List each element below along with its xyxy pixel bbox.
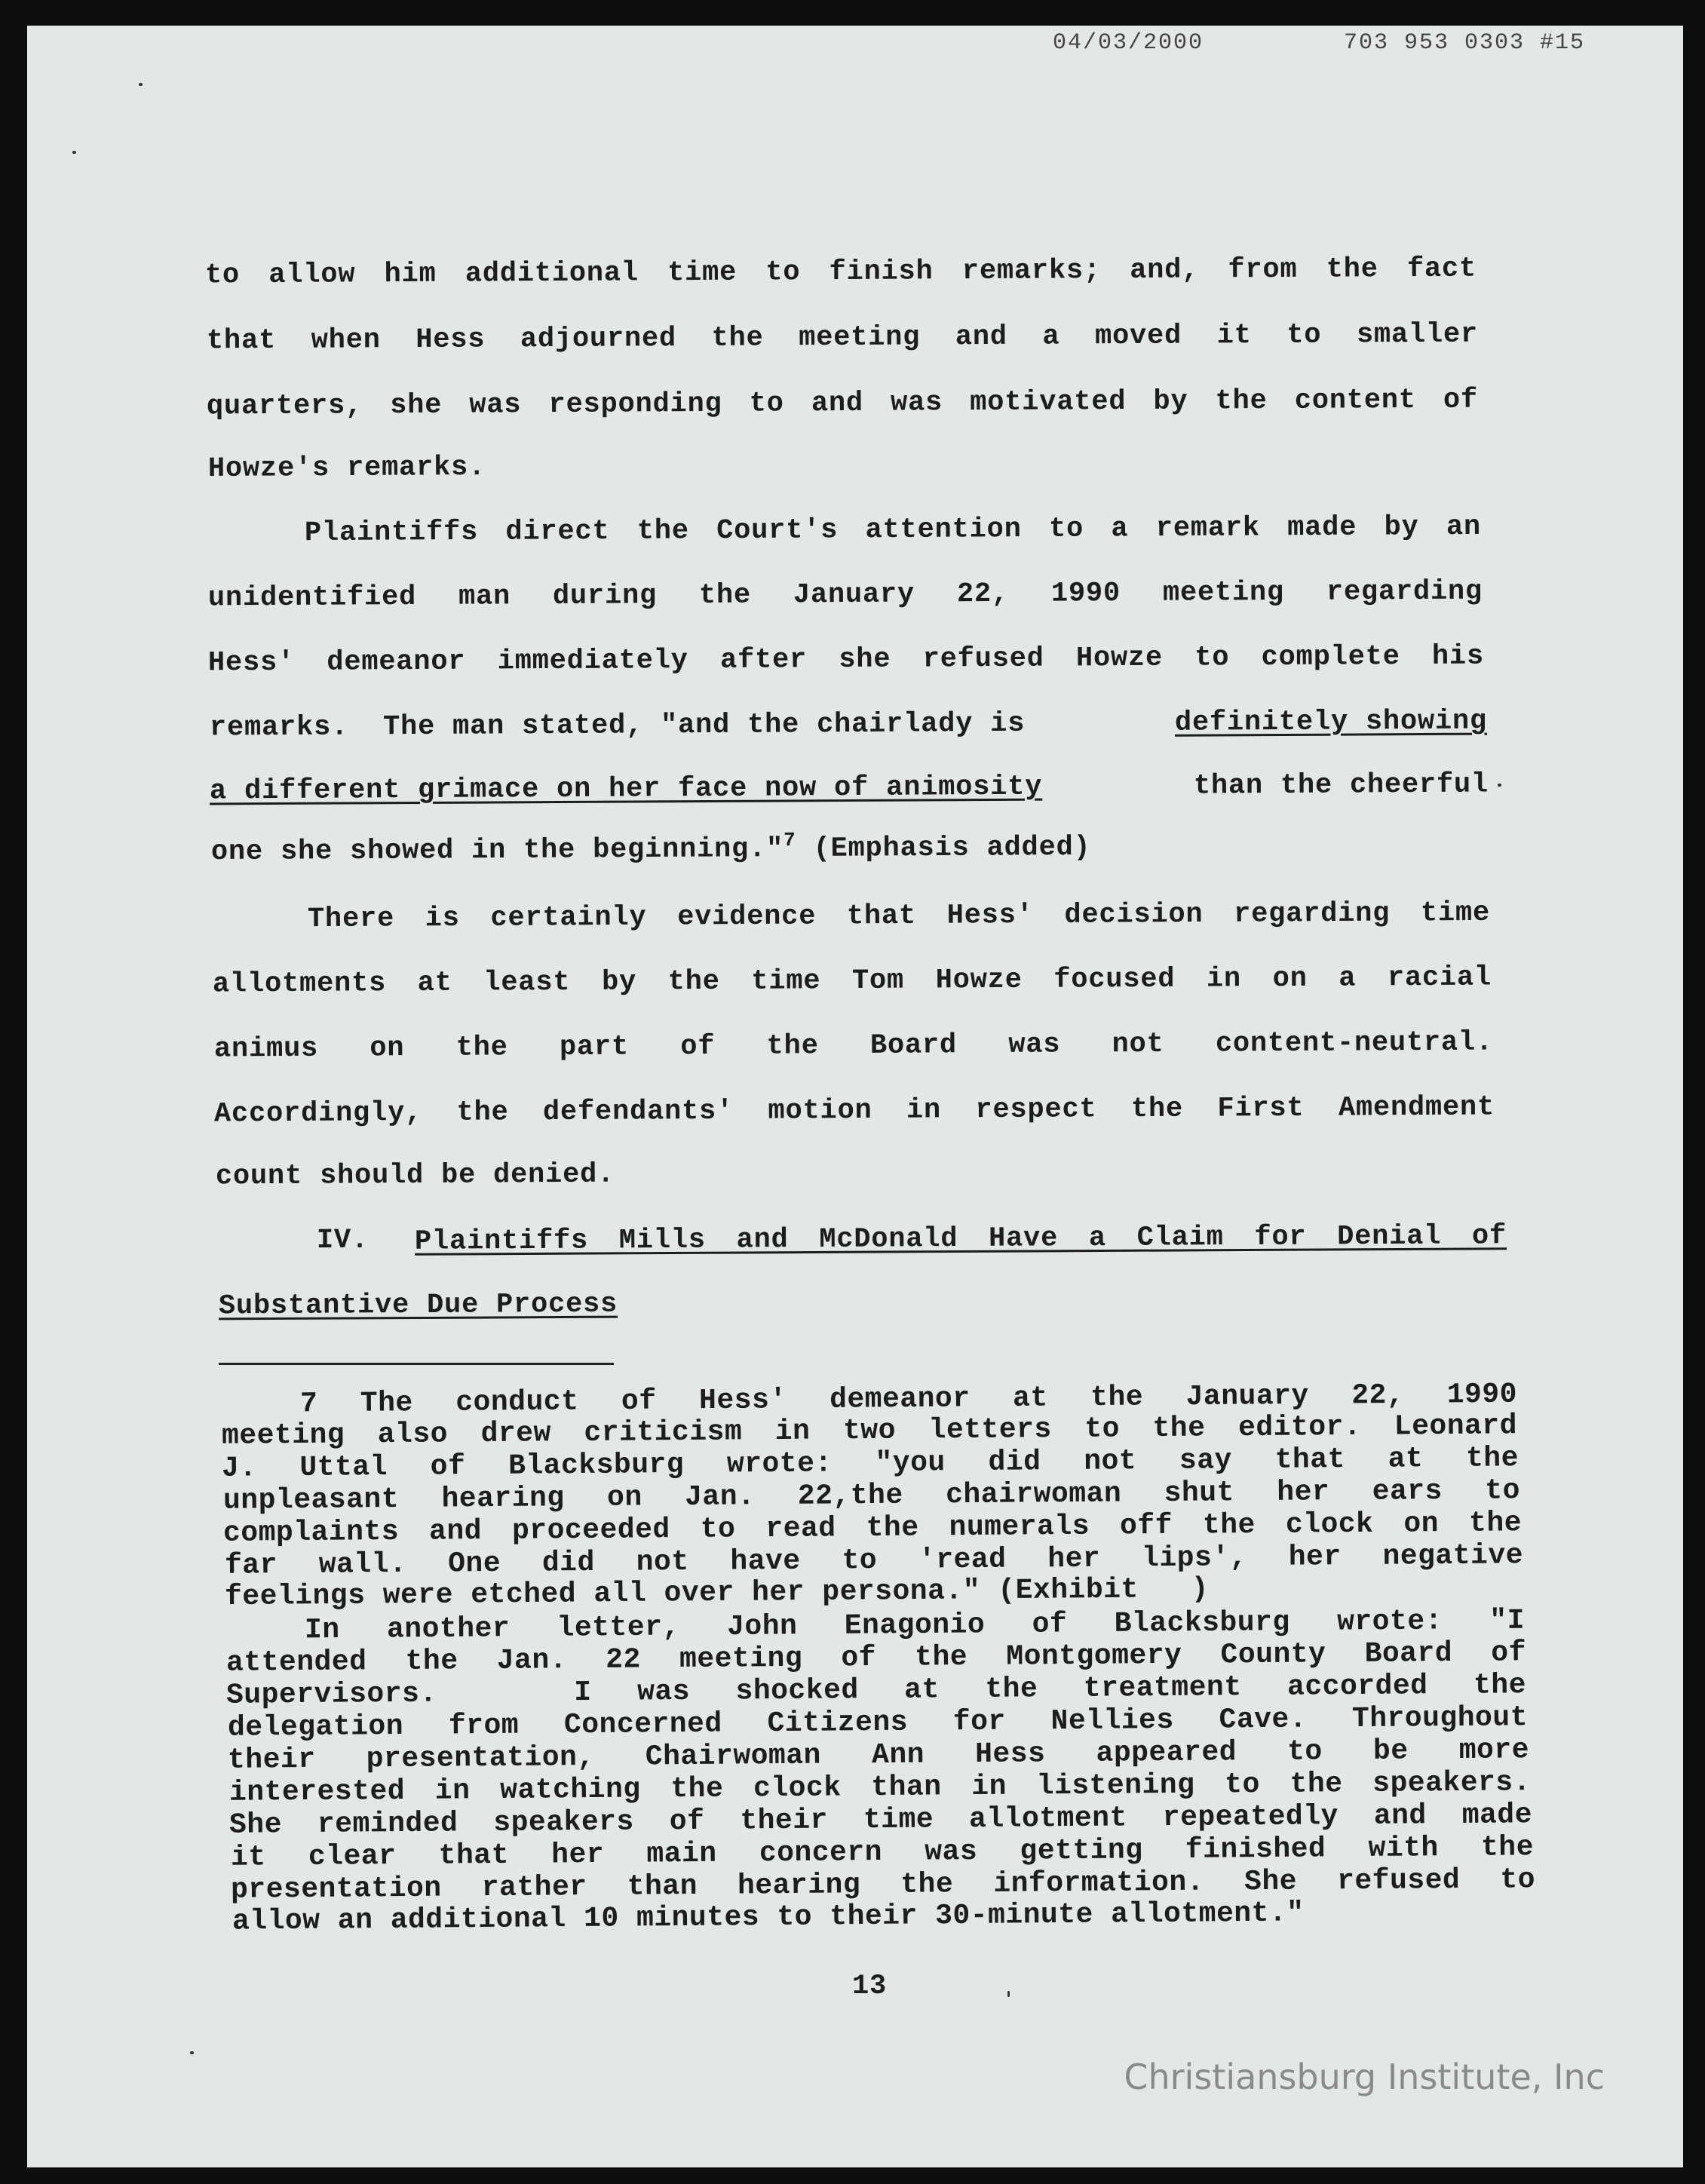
footnote-line: their presentation, Chairwoman Ann Hess appeared to be more: [227, 1734, 1530, 1777]
footnote-line: In another letter, John Enagonio of Blacksburg wrote: "I: [304, 1604, 1526, 1647]
underlined-emphasis: definitely showing: [1174, 705, 1488, 739]
footnote-line: delegation from Concerned Citizens for Nellies Cave. Throughout: [227, 1701, 1529, 1744]
body-line: to allow him additional time to finish remarks; and, from the fact: [204, 253, 1477, 292]
watermark: Christiansburg Institute, Inc: [1124, 2057, 1605, 2097]
speck: [139, 83, 143, 86]
body-text: one she showed in the beginning.": [210, 833, 784, 869]
body-text: remarks. The man stated, "and the chairlady is: [209, 707, 1043, 744]
body-text: (Emphasis added): [796, 831, 1091, 865]
section-number: IV.: [316, 1224, 370, 1257]
body-line: There is certainly evidence that Hess' decision regarding time: [307, 897, 1491, 936]
speck: [1498, 784, 1501, 787]
body-line: Accordingly, the defendants' motion in respect the First Amendment: [213, 1091, 1495, 1130]
body-line: count should be denied.: [215, 1158, 615, 1193]
body-line: [210, 706, 1487, 744]
footnote-separator: [219, 1363, 614, 1365]
body-line: Hess' demeanor immediately after she refused Howze to complete his: [207, 640, 1485, 679]
document-page: [27, 26, 1683, 2167]
body-line: [210, 769, 1489, 808]
footnote-line: She reminded speakers of their time allotment repeatedly and made: [228, 1799, 1533, 1842]
speck: [1007, 1991, 1010, 1997]
footnote-reference: 7: [783, 828, 796, 852]
body-line: quarters, she was responding to and was motivated by the content of: [206, 384, 1479, 423]
body-line: unidentified man during the January 22, 1990 meeting regarding: [207, 575, 1483, 615]
footnote-line: allow an additional 10 minutes to their 30-minute allotment.": [232, 1897, 1305, 1938]
footnote-line: J. Uttal of Blacksburg wrote: "you did not say that at the: [221, 1442, 1519, 1485]
footnote-line: interested in watching the clock than in listening to the speakers.: [228, 1766, 1532, 1809]
fax-header-number: 703 953 0303 #15: [1344, 30, 1586, 56]
footnote-line: far wall. One did not have to 'read her lips', her negative: [224, 1539, 1524, 1582]
footnote-line: feelings were etched all over her persona." (Exhibit ): [224, 1572, 1210, 1614]
body-line: [210, 828, 1091, 869]
footnote-line: meeting also drew criticism in two letters to the editor. Leonard: [221, 1409, 1518, 1452]
footnote-line: Supervisors. I was shocked at the treatment accorded the: [225, 1669, 1527, 1712]
section-title: Plaintiffs Mills and McDonald Have a Claim for Denial of: [414, 1220, 1507, 1258]
speck: [72, 151, 76, 154]
body-line: that when Hess adjourned the meeting and a moved it to smaller: [206, 318, 1479, 357]
footnote-line: unpleasant hearing on Jan. 22,the chairwoman shut her ears to: [222, 1474, 1521, 1517]
body-line: animus on the part of the Board was not content-neutral.: [213, 1026, 1494, 1066]
underlined-emphasis: a different grimace on her face now of animosity: [209, 771, 1043, 808]
section-title: Substantive Due Process: [218, 1288, 618, 1323]
footnote-line: presentation rather than hearing the information. She refused to: [230, 1863, 1536, 1906]
body-line: allotments at least by the time Tom Howze focused in on a racial: [212, 962, 1492, 1001]
footnote-line: attended the Jan. 22 meeting of the Montgomery County Board of: [225, 1636, 1527, 1679]
body-line: Plaintiffs direct the Court's attention to a remark made by an: [304, 511, 1482, 550]
body-text: than the cheerful: [1176, 768, 1489, 802]
body-line: Howze's remarks.: [207, 452, 486, 485]
page-number: 13: [852, 1971, 888, 2002]
footnote-line: complaints and proceeded to read the numerals off the clock on the: [222, 1507, 1523, 1550]
fax-header-date: 04/03/2000: [1053, 30, 1204, 56]
speck: [190, 2051, 194, 2054]
footnote-line: it clear that her main concern was getting finished with the: [230, 1831, 1535, 1874]
footnote-line: 7 The conduct of Hess' demeanor at the January 22, 1990: [299, 1378, 1518, 1421]
